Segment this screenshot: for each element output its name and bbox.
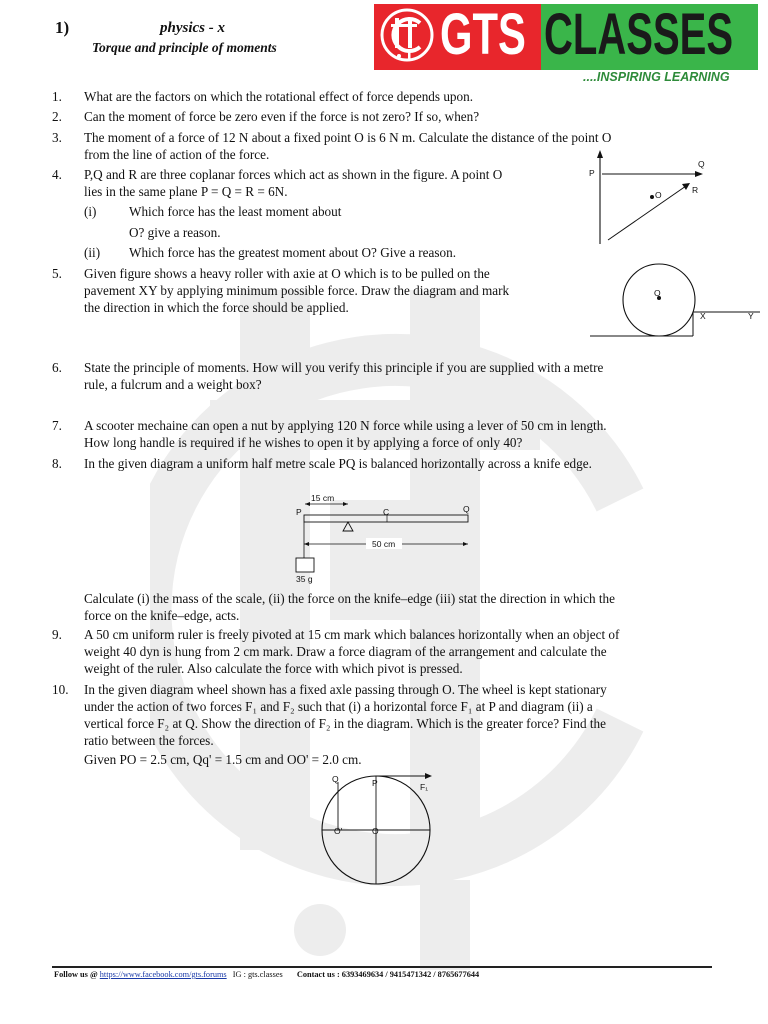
label-o: O	[655, 190, 662, 200]
question-number: 9.	[52, 627, 62, 642]
question-number: 8.	[52, 456, 62, 471]
subpart-text: Which force has the greatest moment about O? Give a reason.	[129, 245, 456, 260]
question-text: A 50 cm uniform ruler is freely pivoted at 15 cm mark which balances horizontally when an object of	[84, 627, 620, 642]
mass-block	[296, 558, 314, 572]
question-text: ratio between the forces.	[84, 733, 214, 748]
question-text: the direction in which the force should be applied.	[84, 300, 349, 315]
instagram-handle: IG : gts.classes	[232, 970, 283, 979]
question-text: weight 40 dyn is hung from 2 cm mark. Draw a force diagram of the arrangement and calculate the	[84, 644, 607, 659]
force-q-arrowhead	[695, 171, 703, 177]
question-text: In the given diagram a uniform half metre scale PQ is balanced horizontally across a knife edge.	[84, 456, 592, 471]
subpart-label: (ii)	[84, 245, 101, 260]
question-text: Can the moment of force be zero even if the force is not zero? If so, when?	[84, 109, 480, 124]
scale-figure	[288, 492, 478, 584]
question-text: pavement XY by applying minimum possible force. Draw the diagram and mark	[84, 283, 510, 298]
subpart-label: (i)	[84, 204, 97, 219]
question-number: 5.	[52, 266, 62, 281]
wheel-figure	[312, 770, 442, 888]
question-text: vertical force F₂ at Q. Show the direction of F₂ in the diagram. Which is the greater force? Find the	[84, 716, 607, 731]
question-text: In the given diagram wheel shown has a fixed axle passing through O. The wheel is kept stationary	[84, 682, 607, 697]
question-number: 6.	[52, 360, 62, 375]
label-p: P	[296, 507, 302, 517]
label-q: Q	[463, 504, 470, 514]
label-o: O	[654, 288, 661, 298]
subpart-text: Which force has the least moment about	[129, 204, 342, 219]
gts-logo	[374, 4, 758, 70]
footer-divider	[52, 966, 712, 968]
question-text: State the principle of moments. How will you verify this principle if you are supplied with a metre	[84, 360, 604, 375]
question-text: under the action of two forces F₁ and F₂ such that (i) a horizontal force F₁ at P and diagram (ii) a	[84, 699, 593, 714]
question-text: from the line of action of the force.	[84, 147, 270, 162]
footer	[54, 970, 479, 979]
label-p: P	[372, 778, 378, 788]
question-text: A scooter mechaine can open a nut by applying 120 N force while using a lever of 50 cm in length.	[84, 418, 607, 433]
point-o	[650, 195, 654, 199]
logo-emblem-icon	[378, 8, 436, 66]
logo-classes-text: CLASSES	[544, 2, 734, 67]
question-text: How long handle is required if he wishes to open it by applying a force of only 40?	[84, 435, 523, 450]
subject-title: physics - x	[160, 20, 225, 36]
knife-edge	[343, 522, 353, 531]
force-r-arrowhead	[682, 183, 690, 190]
label-x: X	[700, 311, 706, 321]
label-50cm: 50 cm	[372, 539, 396, 549]
question-number: 10.	[52, 682, 69, 697]
force-f1-arrowhead	[425, 773, 432, 779]
logo-gts-text: GTS	[440, 2, 526, 67]
topic-title: Torque and principle of moments	[92, 40, 277, 55]
follow-label: Follow us @	[54, 970, 98, 979]
question-text: weight of the ruler. Also calculate the force with which pivot is pressed.	[84, 661, 463, 676]
question-number: 7.	[52, 418, 62, 433]
sheet-number: 1)	[55, 18, 70, 37]
logo-tagline: ....INSPIRING LEARNING	[583, 70, 730, 84]
label-c: C	[383, 507, 390, 517]
subpart-text: O? give a reason.	[129, 225, 221, 240]
label-15cm: 15 cm	[311, 493, 335, 503]
label-o: O	[372, 826, 379, 836]
question-text: P,Q and R are three coplanar forces which act as shown in the figure. A point O	[84, 167, 503, 182]
question-number: 4.	[52, 167, 62, 182]
question-text: lies in the same plane P = Q = R = 6N.	[84, 184, 288, 199]
force-p-arrowhead	[597, 150, 603, 158]
force-r-line	[608, 186, 686, 240]
label-q: Q	[698, 159, 705, 169]
contact-numbers: 6393469634 / 9415471342 / 8765677644	[341, 970, 480, 979]
forces-figure	[588, 148, 708, 248]
question-text: The moment of a force of 12 N about a fixed point O is 6 N m. Calculate the distance of the point O	[84, 130, 612, 145]
label-f1: F₁	[420, 782, 429, 792]
question-text: Given figure shows a heavy roller with axie at O which is to be pulled on the	[84, 266, 490, 281]
question-text: rule, a fulcrum and a weight box?	[84, 377, 262, 392]
label-y: Y	[748, 311, 754, 321]
label-q: Q	[332, 774, 339, 784]
label-35g: 35 g	[296, 574, 313, 584]
label-r: R	[692, 185, 699, 195]
question-text: What are the factors on which the rotational effect of force depends upon.	[84, 89, 473, 104]
question-number: 2.	[52, 109, 62, 124]
question-number: 1.	[52, 89, 62, 104]
question-text: Calculate (i) the mass of the scale, (ii) the force on the knife–edge (iii) stat the direction in which the	[84, 591, 615, 606]
question-text: force on the knife–edge, acts.	[84, 608, 240, 623]
facebook-link[interactable]: https://www.facebook.com/gts.forums	[99, 970, 227, 979]
question-number: 3.	[52, 130, 62, 145]
label-o-prime: O'	[334, 826, 343, 836]
question-text: Given PO = 2.5 cm, Qq' = 1.5 cm and OO' = 2.0 cm.	[84, 752, 362, 767]
roller-figure	[590, 262, 765, 344]
contact-label: Contact us :	[296, 970, 340, 979]
label-p: P	[589, 168, 595, 178]
